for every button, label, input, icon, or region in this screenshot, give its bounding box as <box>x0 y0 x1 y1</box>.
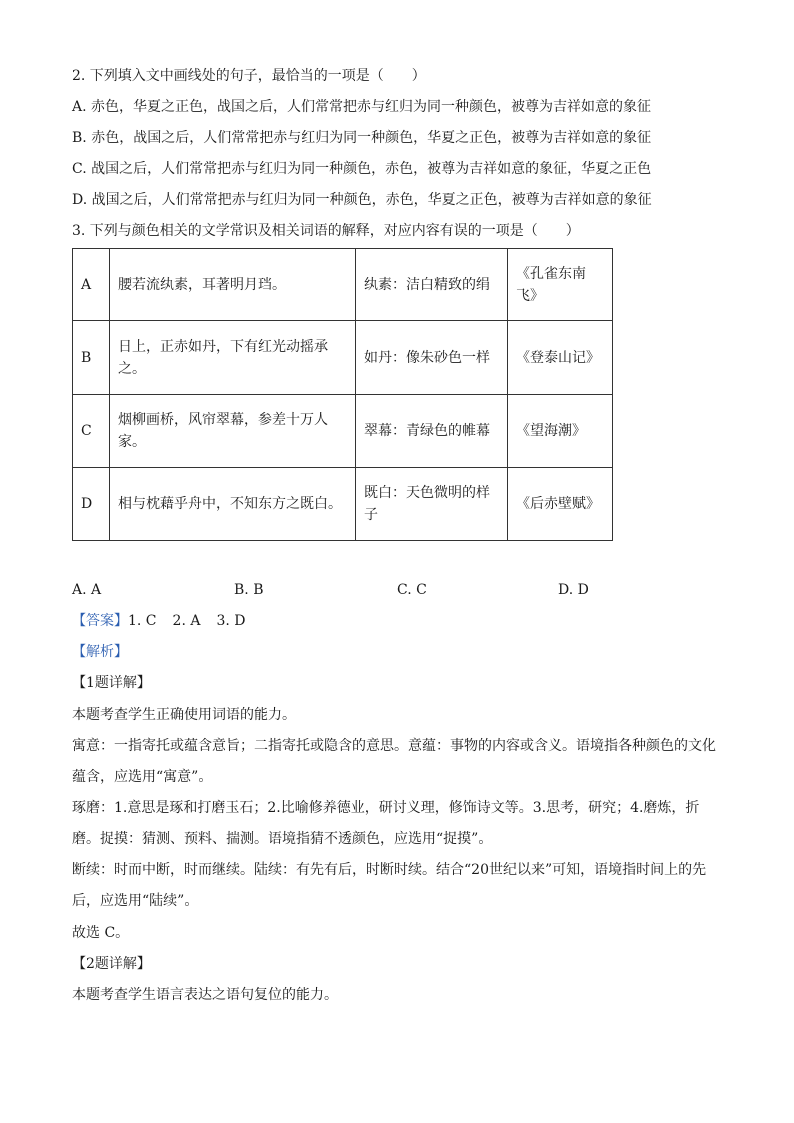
choice-c: C. C <box>397 582 427 598</box>
table-row <box>73 468 613 541</box>
answer-value: 1. C <box>128 613 157 629</box>
table-cell-source: 《望海潮》 <box>508 395 613 468</box>
answer-label: 【答案】 <box>72 613 128 629</box>
q1-detail-header: 【1题详解】 <box>72 675 151 691</box>
analysis-paragraph: 故选 C。 <box>72 925 130 941</box>
analysis-paragraph: 磨。捉摸：猜测、预料、揣测。语境指猜不透颜色，应选用“捉摸”。 <box>72 831 493 847</box>
table-cell-option: C <box>73 395 110 468</box>
answer-value: 2. A <box>172 613 201 629</box>
analysis-paragraph: 寓意：一指寄托或蕴含意旨；二指寄托或隐含的意思。意蕴：事物的内容或含义。语境指各种颜色的文化 <box>72 738 716 754</box>
analysis-paragraph: 后，应选用“陆续”。 <box>72 893 199 909</box>
table-row <box>73 321 613 395</box>
table-cell-explanation: 翠幕：青绿色的帷幕 <box>356 395 508 468</box>
choice-d: D. D <box>558 582 589 598</box>
q2-stem: 2. 下列填入文中画线处的句子，最恰当的一项是（ ） <box>72 68 426 84</box>
table-cell-text: 相与枕藉乎舟中，不知东方之既白。 <box>110 468 356 541</box>
table-cell-text: 腰若流纨素，耳著明月珰。 <box>110 249 356 321</box>
analysis-label <box>72 642 128 662</box>
analysis-label-text: 【解析】 <box>72 644 128 660</box>
table-cell-option: D <box>73 468 110 541</box>
choice-b: B. B <box>234 582 264 598</box>
table-cell-source: 《孔雀东南飞》 <box>508 249 613 321</box>
analysis-paragraph: 琢磨：1.意思是琢和打磨玉石；2.比喻修养德业，研讨义理，修饰诗文等。3.思考，研究；4.磨炼，折 <box>72 800 700 816</box>
table-cell-explanation: 纨素：洁白精致的绢 <box>356 249 508 321</box>
table-cell-explanation: 既白：天色微明的样子 <box>356 468 508 541</box>
table-cell-source: 《登泰山记》 <box>508 321 613 395</box>
analysis-paragraph: 断续：时而中断，时而继续。陆续：有先有后，时断时续。结合“20世纪以来”可知，语境指时间上的先 <box>72 862 707 878</box>
analysis-paragraph: 蕴含，应选用“寓意”。 <box>72 769 213 785</box>
choice-a: A. A <box>72 582 102 598</box>
table-cell-text: 日上，正赤如丹，下有红光动摇承之。 <box>110 321 356 395</box>
q2-option-b: B. 赤色，战国之后，人们常常把赤与红归为同一种颜色，华夏之正色，被尊为吉祥如意的象征 <box>72 130 652 146</box>
q3-stem: 3. 下列与颜色相关的文学常识及相关词语的解释，对应内容有误的一项是（ ） <box>72 223 580 239</box>
analysis-paragraph: 本题考查学生正确使用词语的能力。 <box>72 707 296 723</box>
q2-option-a: A. 赤色，华夏之正色，战国之后，人们常常把赤与红归为同一种颜色，被尊为吉祥如意的象征 <box>72 99 652 115</box>
q2-detail-header: 【2题详解】 <box>72 956 151 972</box>
analysis-paragraph: 本题考查学生语言表达之语句复位的能力。 <box>72 987 338 1003</box>
answer-value: 3. D <box>216 613 246 629</box>
table-row <box>73 395 613 468</box>
q2-option-d: D. 战国之后，人们常常把赤与红归为同一种颜色，赤色，华夏之正色，被尊为吉祥如意的象征 <box>72 192 652 208</box>
table-cell-explanation: 如丹：像朱砂色一样 <box>356 321 508 395</box>
q3-table <box>72 248 613 541</box>
table-cell-source: 《后赤壁赋》 <box>508 468 613 541</box>
table-cell-text: 烟柳画桥，风帘翠幕，参差十万人家。 <box>110 395 356 468</box>
answer-line <box>72 611 246 631</box>
table-cell-option: A <box>73 249 110 321</box>
table-cell-option: B <box>73 321 110 395</box>
q2-option-c: C. 战国之后，人们常常把赤与红归为同一种颜色，赤色，被尊为吉祥如意的象征，华夏之正色 <box>72 161 652 177</box>
table-row <box>73 249 613 321</box>
